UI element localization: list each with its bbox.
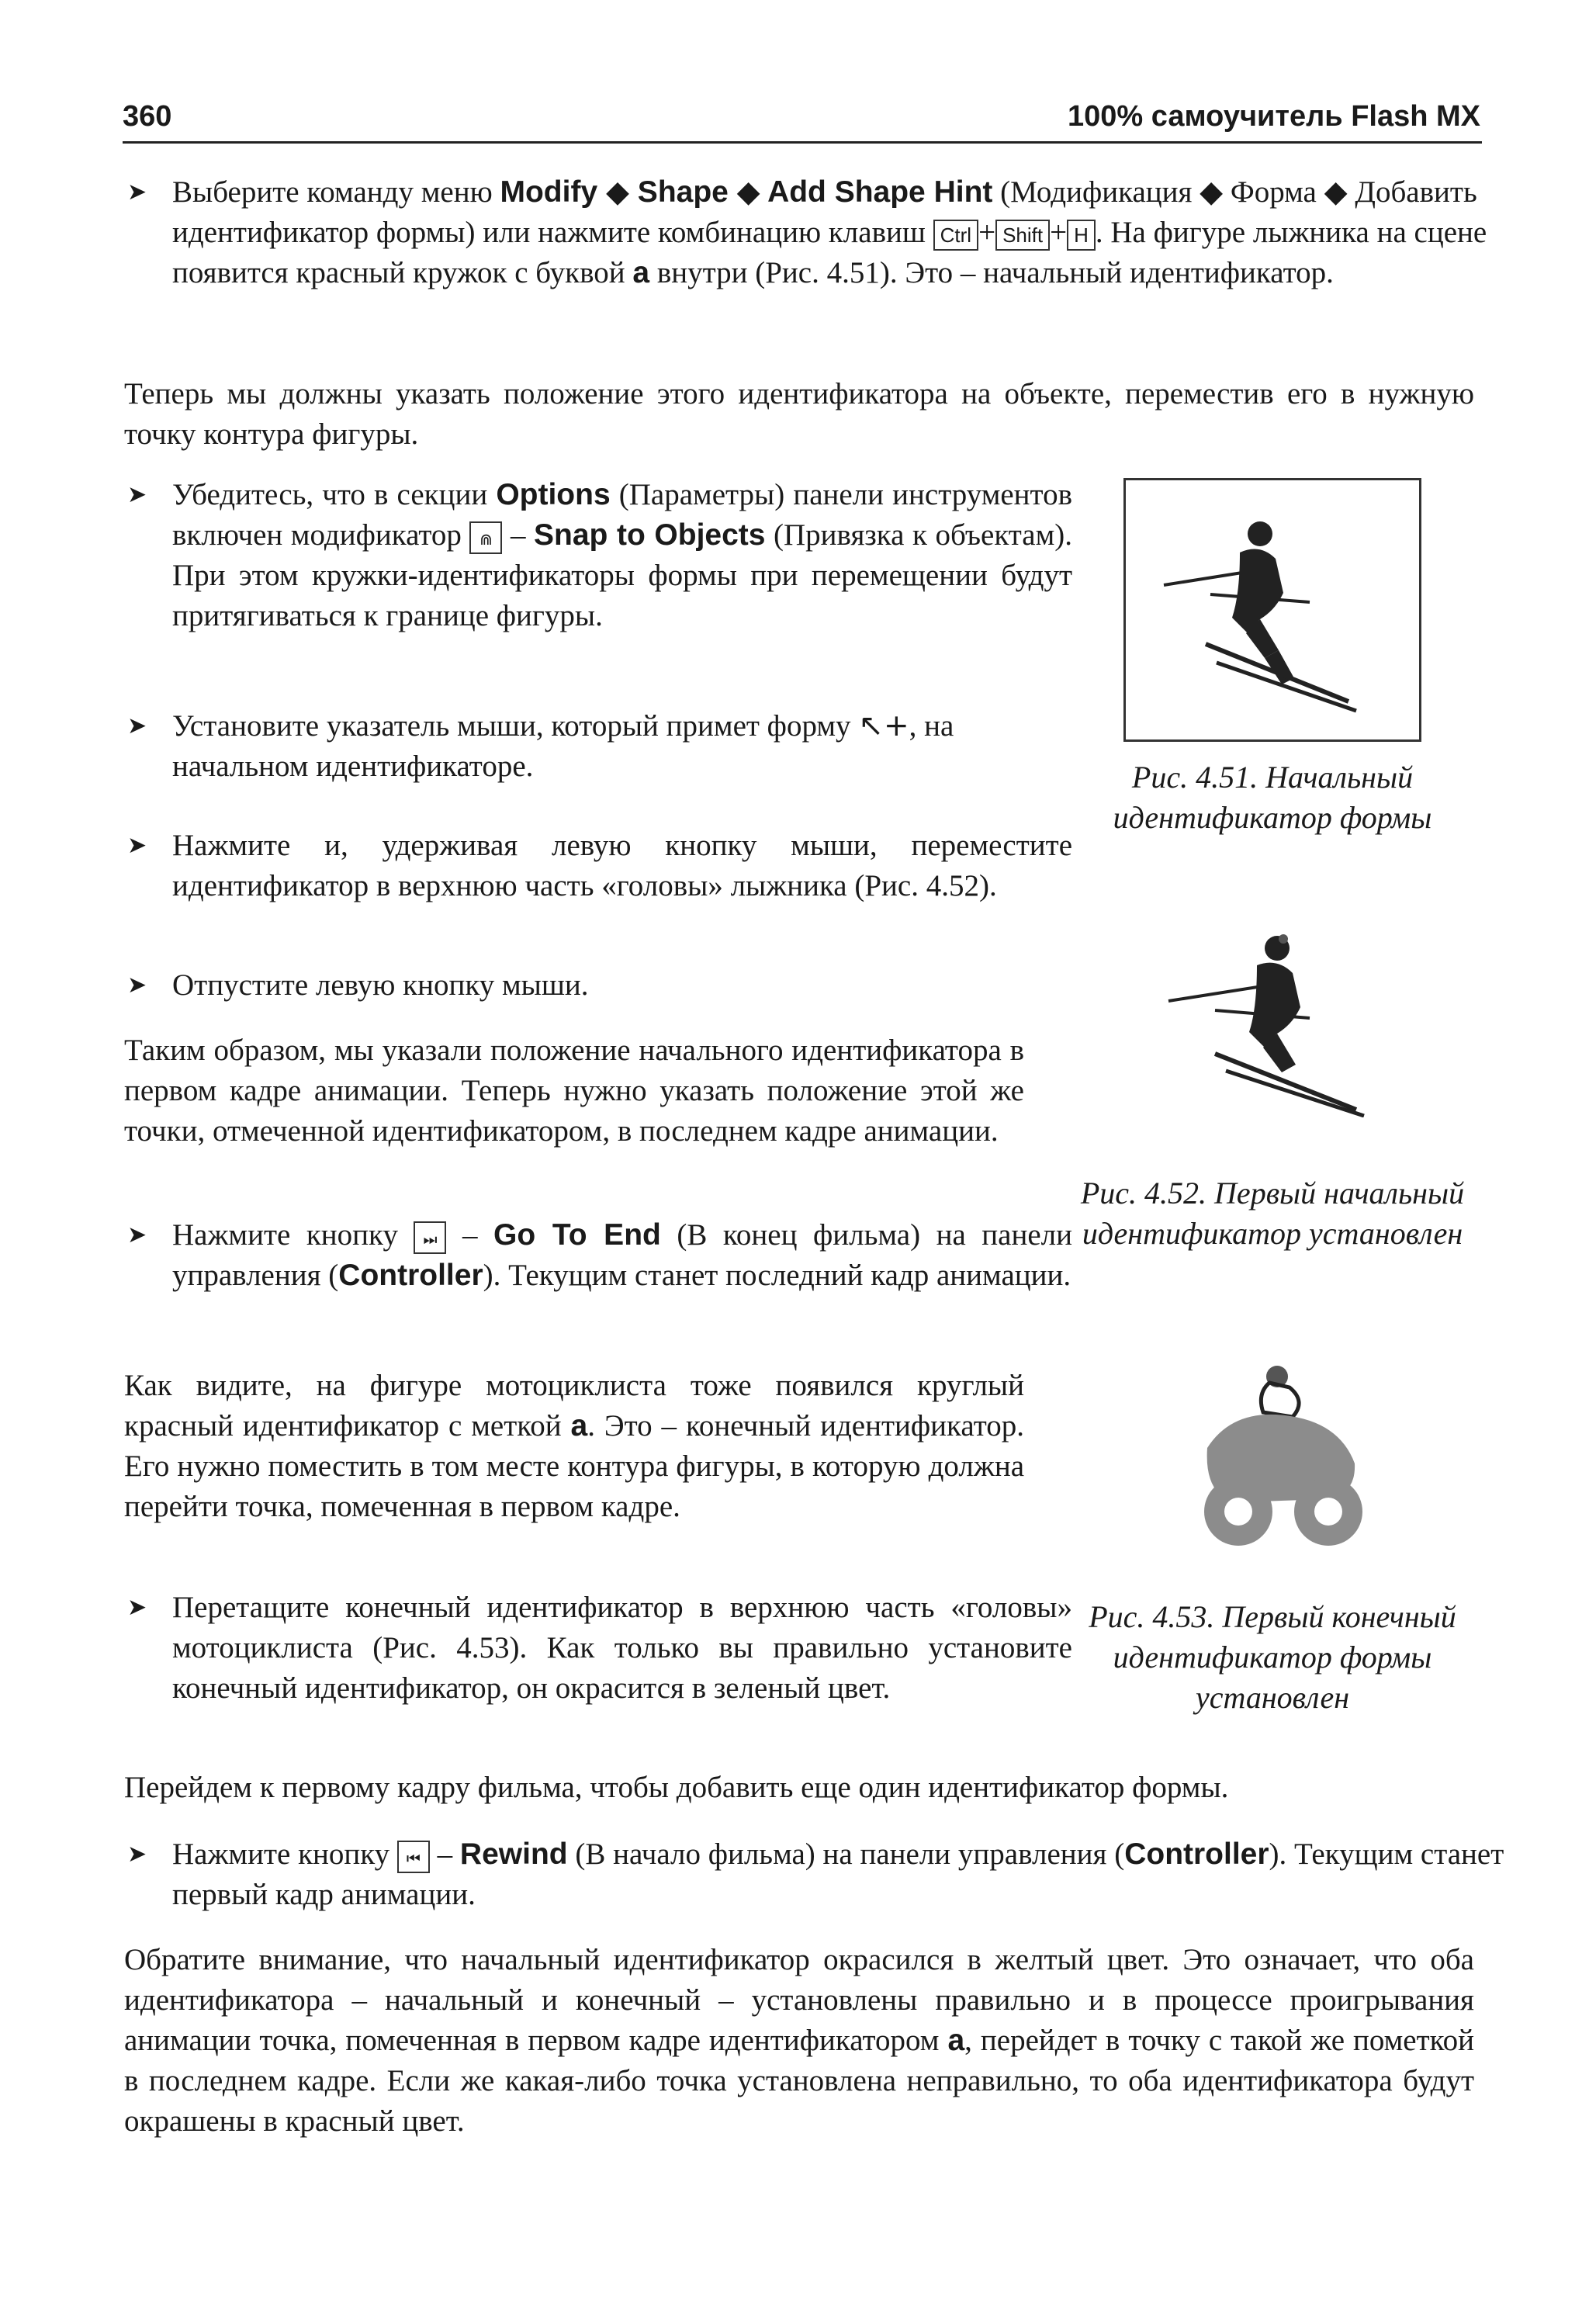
step-go-to-end: ➤ Нажмите кнопку ⏭ – Go To End (В конец фильма) на панели управления (Controller). Текущим станет последний кадр анимации. [124, 1215, 1072, 1296]
step-add-shape-hint: ➤ Выберите команду меню Modify ◆ Shape ◆ Add Shape Hint (Модификация ◆ Форма ◆ Добавить идентификатор формы) или нажмите комбинацию клавиш Ctrl + Shift + H . На фигуре лыжника на сцене появится красный кружок с буквой a внутри (Рис. 4.51). Это – начальный идентификатор. [124, 172, 1522, 293]
page-number: 360 [123, 100, 172, 133]
paragraph-go-first-frame: Перейдем к первому кадру фильма, чтобы добавить еще один идентификатор формы. [124, 1771, 1229, 1804]
ctrl-key-icon: Ctrl [933, 220, 978, 251]
skier-figure-icon [1123, 478, 1421, 742]
rewind-icon: ⏮ [397, 1841, 430, 1873]
running-title: 100% самоучитель Flash MX [1068, 100, 1480, 133]
step-set-cursor: ➤ Установите указатель мыши, который примет форму ↖+, на начальном идентификаторе. [124, 706, 1072, 787]
h-key-icon: H [1067, 220, 1096, 251]
step-rewind: ➤ Нажмите кнопку ⏮ – Rewind (В начало фильма) на панели управления (Controller). Текущим станет первый кадр анимации. [124, 1834, 1522, 1915]
paragraph-first-frame: Таким образом, мы указали положение начального идентификатора в первом кадре анимации. Теперь нужно указать положение этой же точки, отмеченной идентификатором, в последнем кадре анимации. [124, 1034, 1024, 1148]
step-release-mouse: ➤ Отпустите левую кнопку мыши. [124, 965, 1072, 1006]
magnet-icon: ⋒ [469, 521, 502, 554]
step-drag-hint: ➤ Нажмите и, удерживая левую кнопку мыши, переместите идентификатор в верхнюю часть «головы» лыжника (Рис. 4.52). [124, 826, 1072, 906]
figure-4-51-caption: Рис. 4.51. Начальный идентификатор формы [1113, 760, 1432, 835]
paragraph-yellow-hint: Обратите внимание, что начальный идентификатор окрасился в желтый цвет. Это означает, что оба идентификатора – начальный и конечный – установлены правильно и в процессе проигрывания анимации точка, помеченная в первом кадре идентификатором a, перейдет в точку с такой же пометкой в последнем кадре. Если же какая-либо точка установлена неправильно, то оба идентификатора будут окрашены в красный цвет. [124, 1943, 1474, 2138]
header-rule [123, 141, 1482, 144]
paragraph-position-hint: Теперь мы должны указать положение этого идентификатора на объекте, переместив его в нужную точку контура фигуры. [124, 377, 1474, 451]
skier-with-hint-icon [1161, 916, 1393, 1117]
shift-key-icon: Shift [995, 220, 1050, 251]
step-drag-end-hint: ➤ Перетащите конечный идентификатор в верхнюю часть «головы» мотоциклиста (Рис. 4.53). Как только вы правильно установите конечный идентификатор, он окрасится в зеленый цвет. [124, 1588, 1072, 1709]
arrow-cursor-icon: ↖+ [858, 708, 909, 743]
paragraph-end-hint: Как видите, на фигуре мотоциклиста тоже появился круглый красный идентификатор с меткой a. Это – конечный идентификатор. Его нужно поместить в том месте контура фигуры, в которую должна перейти точка, помеченная в первом кадре. [124, 1369, 1024, 1523]
motorcyclist-figure-icon [1161, 1347, 1393, 1564]
go-to-end-icon: ⏭ [414, 1221, 446, 1254]
step-snap-to-objects: ➤ Убедитесь, что в секции Options (Параметры) панели инструментов включен модификатор ⋒ – Snap to Objects (Привязка к объектам). При этом кружки-идентификаторы формы при перемещении будут притягиваться к границе фигуры. [124, 475, 1072, 636]
figure-4-52-caption: Рис. 4.52. Первый начальный идентификатор установлен [1080, 1176, 1465, 1251]
figure-4-53-caption: Рис. 4.53. Первый конечный идентификатор формы установлен [1089, 1599, 1456, 1715]
